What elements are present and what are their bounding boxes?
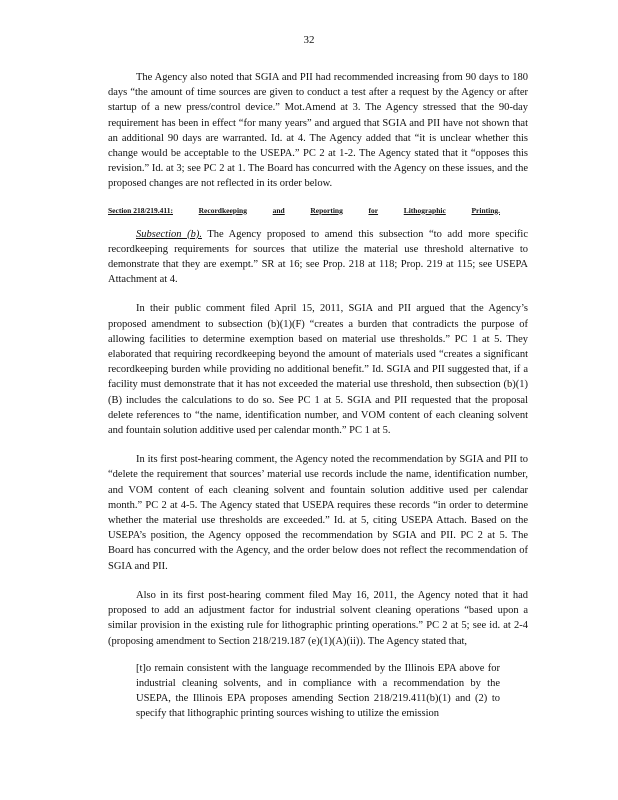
subsection-text: The Agency proposed to amend this subsection “to add more specific recordkeeping requirements for sources that utilize the material use threshold alternative to demonstrate that they are exempt.” SR at 16; see Prop. 218 at 118; Prop. 219 at 115; see USEPA Attachment at 4. (108, 228, 528, 286)
heading-word: Printing. (471, 205, 500, 215)
heading-word: Recordkeeping (198, 205, 247, 215)
block-quote: [t]o remain consistent with the language recommended by the Illinois EPA above for industrial cleaning solvents, and in compliance with a recommendation by the USEPA, the Illinois EPA proposes amending Section 218/219.411(b)(1) and (2) to specify that lithographic printing sources wishing to utilize the emission (136, 662, 500, 720)
section-heading (108, 206, 500, 215)
heading-word: Reporting (310, 205, 343, 215)
paragraph-post-hearing: In its first post-hearing comment, the Agency noted the recommendation by SGIA and PII to “delete the requirement that sources’ material use records include the name, identification number, and VOM content of each cleaning solvent and fountain solution additive used per calendar month.” PC 2 at 4-5. The Agency stated that USEPA requires these records “in order to determine whether the material use thresholds are exceeded.” Id. at 5, citing USEPA Attach. Based on the USEPA’s position, the Agency opposed the recommendation by SGIA and PII. PC 2 at 5. The Board has concurred with the Agency, and the order below does not reflect the recommendation of SGIA and PII. (108, 454, 528, 572)
heading-word: and (272, 205, 285, 215)
document-body (108, 70, 528, 722)
paragraph-subsection-b (108, 227, 528, 288)
page-number: 32 (303, 34, 315, 46)
paragraph-public-comment: In their public comment filed April 15, 2011, SGIA and PII argued that the Agency’s proposed amendment to subsection (b)(1)(F) “creates a burden that contradicts the purpose of allowing facilities to determine exemption based on material use thresholds.” PC 1 at 5. They elaborated that requiring recordkeeping beyond the amount of materials used “creates a significant recordkeeping burden while providing no additional benefit.” Id. SGIA and PII suggested that, if a facility must demonstrate that it has not exceeded the material use threshold, then subsection (b)(1)(B) includes the calculations to do so. See PC 1 at 5. SGIA and PII requested that the proposal delete references to “the name, identification number, and VOM content of each cleaning solvent and fountain solution additive used per calendar month.” PC 1 at 5. (108, 303, 528, 437)
paragraph-agency-testing: The Agency also noted that SGIA and PII had recommended increasing from 90 days to 180 days “the amount of time sources are given to conduct a test after a request by the Agency or after startup of a new press/control device.” Mot.Amend at 3. The Agency stressed that the 90-day requirement has been in effect “for many years” and argued that SGIA and PII have not shown that an additional 90 days are warranted. Id. at 4. The Agency added that “it is unclear whether this change would be acceptable to the USEPA.” PC 2 at 1-2. The Agency stated that it “opposes this revision.” Id. at 3; see PC 2 at 1. The Board has concurred with the Agency on these issues, and the proposed changes are not reflected in its order below. (108, 72, 528, 190)
heading-word: for (368, 205, 379, 215)
subsection-label: Subsection (b). (136, 228, 202, 240)
section-number: Section 218/219.411: (108, 205, 173, 215)
paragraph-adjustment-factor: Also in its first post-hearing comment filed May 16, 2011, the Agency noted that it had proposed to add an adjustment factor for industrial solvent cleaning operations “based upon a similar provision in the existing rule for lithographic printing operations.” PC 2 at 5; see id. at 2-4 (proposing amendment to Section 218/219.187 (e)(1)(A)(ii)). The Agency stated that, (108, 589, 528, 647)
heading-word: Lithographic (403, 205, 446, 215)
